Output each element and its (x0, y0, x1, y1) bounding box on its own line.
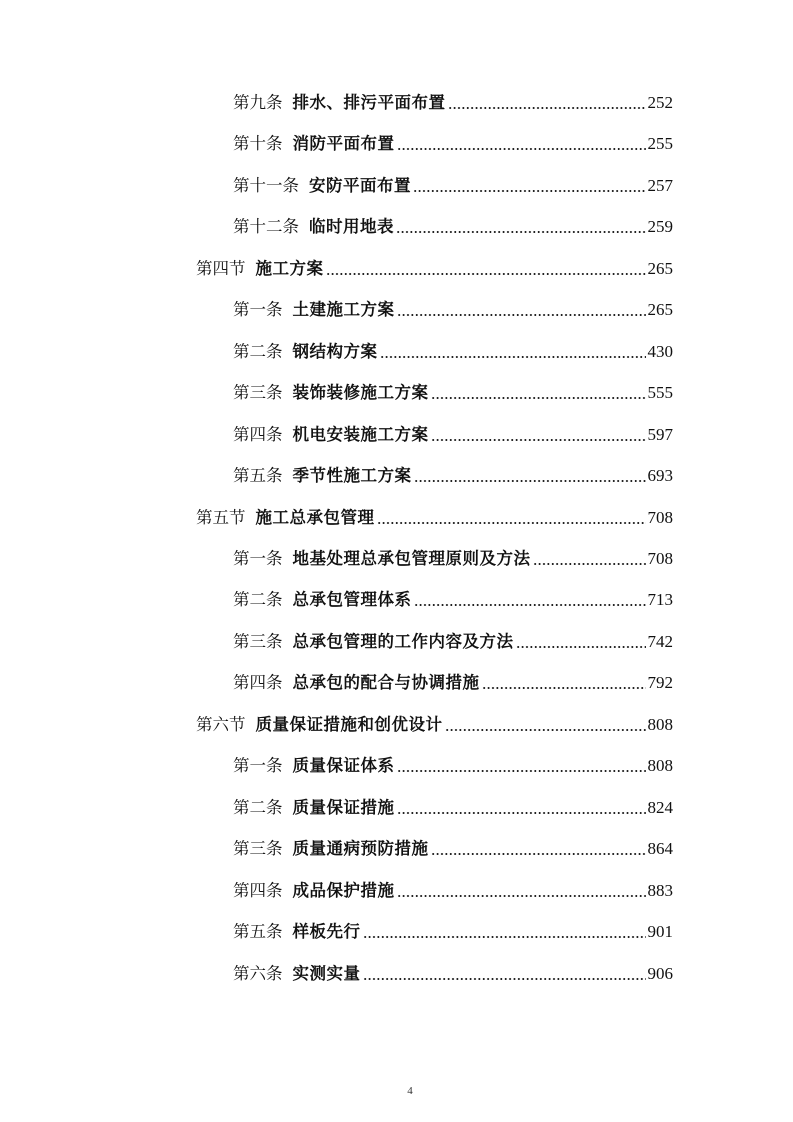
toc-entry-page: 742 (647, 631, 673, 651)
toc-entry-number: 第五条 (233, 466, 283, 486)
toc-entry[interactable] (233, 834, 673, 860)
toc-entry[interactable] (233, 917, 673, 943)
toc-entry[interactable] (196, 254, 673, 280)
toc-entry[interactable] (233, 420, 673, 446)
toc-entry-page: 597 (647, 424, 673, 444)
toc-entry-page: 265 (647, 258, 673, 278)
toc-entry-title: 实测实量 (292, 963, 361, 983)
toc-entry-number: 第六条 (233, 963, 283, 983)
toc-entry-number: 第十条 (233, 134, 283, 154)
toc-entry-page: 824 (647, 797, 673, 817)
toc-entry-title: 安防平面布置 (309, 175, 411, 195)
toc-entry-number: 第五节 (196, 507, 246, 527)
toc-entry-title: 地基处理总承包管理原则及方法 (292, 549, 531, 568)
toc-entry-page: 808 (647, 756, 673, 776)
toc-entry[interactable] (233, 171, 673, 197)
dot-leader (326, 273, 646, 275)
toc-entry-page: 693 (647, 466, 673, 486)
toc-entry-page: 713 (647, 590, 673, 610)
dot-leader (533, 563, 646, 565)
toc-entry-page: 265 (647, 300, 673, 320)
dot-leader (397, 770, 646, 772)
toc-entry-number: 第一条 (233, 756, 283, 776)
toc-entry[interactable] (196, 710, 673, 736)
toc-entry-title: 总承包管理体系 (292, 590, 412, 610)
toc-entry-number: 第二条 (233, 590, 283, 610)
toc-entry[interactable] (233, 793, 673, 819)
toc-entry-page: 252 (647, 93, 673, 112)
toc-entry-page: 792 (647, 673, 673, 693)
toc-entry-page: 259 (647, 217, 673, 237)
toc-entry-title: 总承包的配合与协调措施 (292, 673, 480, 693)
toc-entry-number: 第三条 (233, 839, 283, 859)
toc-entry-number: 第一条 (233, 549, 283, 568)
toc-entry[interactable] (233, 751, 673, 777)
toc-entry[interactable] (233, 668, 673, 694)
dot-leader (414, 604, 646, 606)
toc-entry-title: 排水、排污平面布置 (292, 93, 446, 112)
toc-entry-page: 808 (647, 714, 673, 734)
dot-leader (380, 356, 646, 358)
dot-leader (377, 522, 646, 524)
toc-entry-title: 季节性施工方案 (292, 466, 412, 486)
toc-entry-title: 消防平面布置 (292, 134, 395, 154)
toc-entry-number: 第三条 (233, 631, 283, 651)
toc-entry-page: 430 (647, 341, 673, 361)
dot-leader (414, 480, 646, 482)
dot-leader (363, 936, 646, 938)
toc-entry-number: 第四条 (233, 673, 283, 693)
toc-entry-title: 质量保证措施 (292, 797, 395, 817)
toc-entry-title: 临时用地表 (309, 217, 394, 237)
toc-entry-page: 257 (647, 175, 673, 195)
toc-entry-title: 质量通病预防措施 (292, 839, 429, 859)
toc-entry-page: 555 (647, 383, 673, 403)
toc-entry[interactable] (233, 585, 673, 611)
toc-entry-number: 第十二条 (233, 217, 299, 237)
toc-entry-number: 第六节 (196, 714, 246, 734)
toc-entry-title: 总承包管理的工作内容及方法 (292, 631, 514, 651)
toc-entry[interactable] (233, 959, 673, 985)
toc-entry[interactable] (233, 378, 673, 404)
dot-leader (431, 439, 646, 441)
toc-entry-number: 第十一条 (233, 175, 299, 195)
toc-entry[interactable] (233, 876, 673, 902)
dot-leader (363, 978, 646, 980)
toc-entry[interactable] (233, 212, 673, 238)
dot-leader (448, 107, 646, 109)
toc-entry-page: 864 (647, 839, 673, 859)
toc-entry-number: 第四条 (233, 880, 283, 900)
dot-leader (431, 853, 646, 855)
toc-entry[interactable] (233, 129, 673, 155)
toc-entry[interactable] (233, 461, 673, 487)
page-number: 4 (407, 1085, 413, 1097)
toc-entry-number: 第三条 (233, 383, 283, 403)
toc-entry-title: 样板先行 (292, 922, 361, 941)
toc-entry-number: 第九条 (233, 93, 283, 112)
toc-entry-title: 施工总承包管理 (255, 507, 375, 527)
toc-entry[interactable] (233, 544, 673, 570)
toc-entry-number: 第二条 (233, 341, 283, 361)
toc-entry-page: 708 (647, 507, 673, 527)
dot-leader (445, 729, 646, 731)
toc-entry-title: 质量保证措施和创优设计 (255, 714, 443, 734)
toc-entry[interactable] (196, 503, 673, 529)
toc-entry-title: 质量保证体系 (292, 756, 395, 776)
toc-entry-title: 装饰装修施工方案 (292, 383, 429, 403)
dot-leader (516, 646, 646, 648)
dot-leader (397, 895, 646, 897)
toc-entry-number: 第五条 (233, 922, 283, 941)
toc-entry-number: 第四条 (233, 424, 283, 444)
toc-entry[interactable] (233, 337, 673, 363)
toc-entry-title: 成品保护措施 (292, 880, 395, 900)
toc-entry[interactable] (233, 88, 673, 114)
dot-leader (431, 397, 646, 399)
toc-entry-page: 255 (647, 134, 673, 154)
dot-leader (482, 687, 646, 689)
toc-entry[interactable] (233, 295, 673, 321)
dot-leader (413, 190, 646, 192)
dot-leader (397, 148, 646, 150)
toc-entry-title: 土建施工方案 (292, 300, 395, 320)
toc-entry[interactable] (233, 627, 673, 653)
toc-entry-page: 883 (647, 880, 673, 900)
toc-entry-title: 施工方案 (255, 258, 324, 278)
toc-entry-number: 第二条 (233, 797, 283, 817)
toc-entry-number: 第四节 (196, 258, 246, 278)
toc-entry-title: 钢结构方案 (292, 341, 378, 361)
toc-entry-page: 708 (647, 549, 673, 568)
dot-leader (397, 314, 646, 316)
dot-leader (396, 231, 646, 233)
toc-entry-page: 901 (647, 922, 673, 941)
toc-entry-page: 906 (647, 963, 673, 983)
toc-entry-number: 第一条 (233, 300, 283, 320)
toc-entry-title: 机电安装施工方案 (292, 424, 429, 444)
dot-leader (397, 812, 646, 814)
